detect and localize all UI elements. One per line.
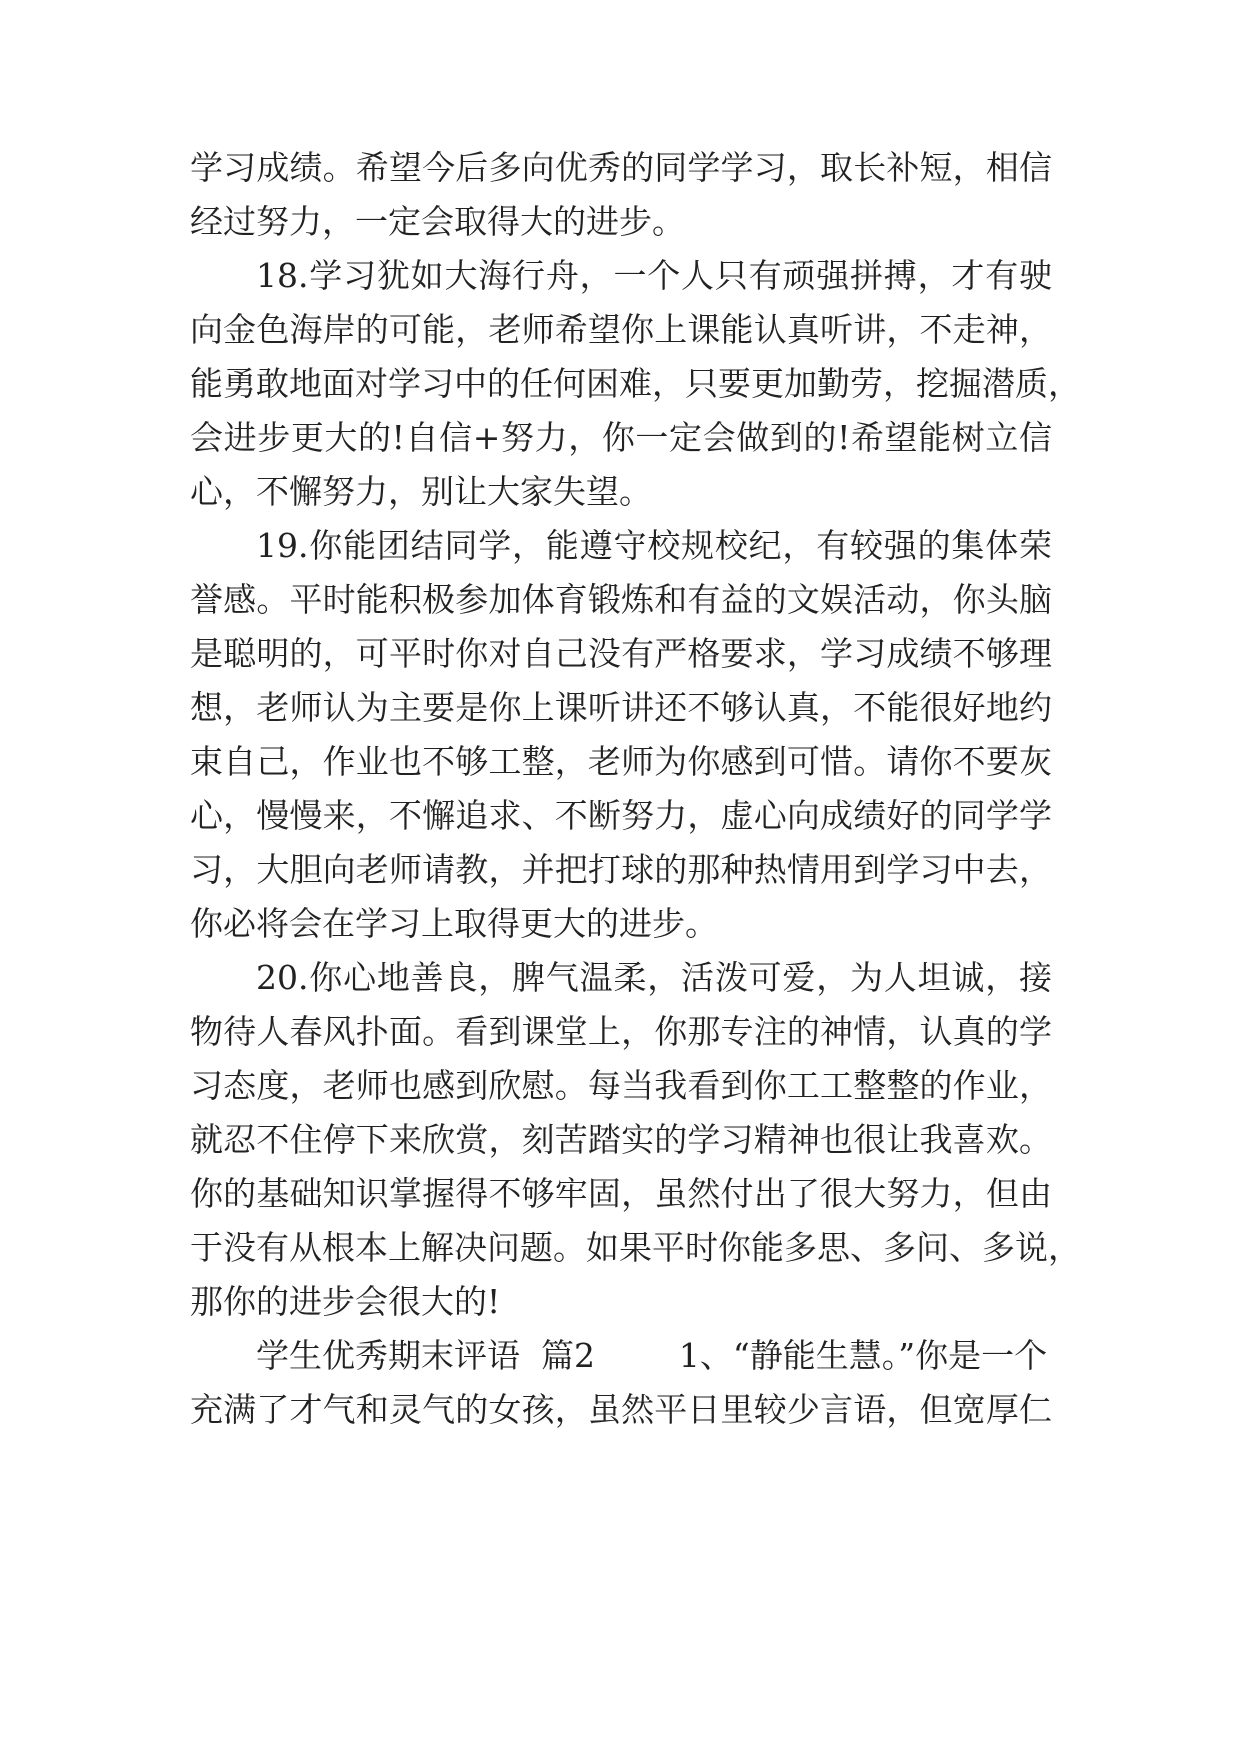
text-line: 习，大胆向老师请教，并把打球的那种热情用到学习中去， — [190, 850, 1052, 889]
text-line: 充满了才气和灵气的女孩，虽然平日里较少言语，但宽厚仁 — [190, 1390, 1052, 1429]
text-line: 你的基础知识掌握得不够牢固，虽然付出了很大努力，但由 — [190, 1174, 1052, 1213]
paragraph-start-line: 19.你能团结同学，能遵守校规校纪，有较强的集体荣 — [256, 526, 1052, 565]
text-line: 习态度，老师也感到欣慰。每当我看到你工工整整的作业， — [190, 1066, 1052, 1105]
text-line: 物待人春风扑面。看到课堂上，你那专注的神情，认真的学 — [190, 1012, 1052, 1051]
text-line: 向金色海岸的可能，老师希望你上课能认真听讲，不走神， — [190, 310, 1052, 349]
text-line: 就忍不住停下来欣赏，刻苦踏实的学习精神也很让我喜欢。 — [190, 1120, 1052, 1159]
paragraph-start-line: 18.学习犹如大海行舟，一个人只有顽强拼搏，才有驶 — [256, 256, 1052, 295]
text-line: 是聪明的，可平时你对自己没有严格要求，学习成绩不够理 — [190, 634, 1052, 673]
section-heading-line: 学生优秀期末评语 篇2 1、“静能生慧。”你是一个 — [256, 1336, 1048, 1375]
text-line: 誉感。平时能积极参加体育锻炼和有益的文娱活动，你头脑 — [190, 580, 1052, 619]
text-line: 心，慢慢来，不懈追求、不断努力，虚心向成绩好的同学学 — [190, 796, 1052, 835]
text-line: 想，老师认为主要是你上课听讲还不够认真，不能很好地约 — [190, 688, 1052, 727]
text-line: 学习成绩。希望今后多向优秀的同学学习，取长补短，相信 — [190, 148, 1052, 187]
text-line: 心，不懈努力，别让大家失望。 — [190, 472, 652, 511]
text-line: 会进步更大的!自信+努力，你一定会做到的!希望能树立信 — [190, 418, 1052, 457]
text-line: 那你的进步会很大的! — [190, 1282, 501, 1321]
text-line: 束自己，作业也不够工整，老师为你感到可惜。请你不要灰 — [190, 742, 1052, 781]
text-line: 于没有从根本上解决问题。如果平时你能多思、多问、多说， — [190, 1228, 1081, 1267]
text-line: 你必将会在学习上取得更大的进步。 — [190, 904, 718, 943]
text-line: 经过努力，一定会取得大的进步。 — [190, 202, 685, 241]
paragraph-start-line: 20.你心地善良，脾气温柔，活泼可爱，为人坦诚，接 — [256, 958, 1052, 997]
text-line: 能勇敢地面对学习中的任何困难，只要更加勤劳，挖掘潜质， — [190, 364, 1081, 403]
